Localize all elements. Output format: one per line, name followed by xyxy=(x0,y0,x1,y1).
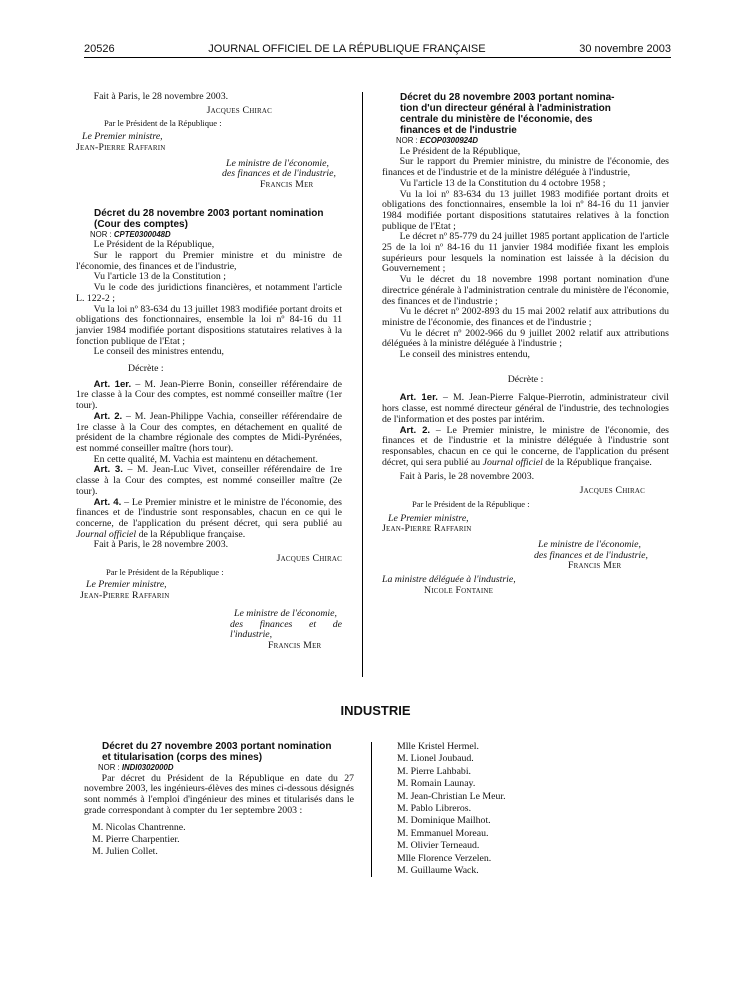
article-4 xyxy=(76,498,342,541)
decree-title-line-2: (Cour des comptes) xyxy=(94,218,188,230)
list-item: M. Lionel Joubaud. xyxy=(397,753,474,765)
minister-name: Francis Mer xyxy=(568,560,622,572)
journal-officiel-ref: Journal officiel xyxy=(482,456,543,468)
names-list-left xyxy=(92,822,354,859)
decree-title-line-4: finances et de l'industrie xyxy=(400,125,517,136)
nor-code: CPTE0300048D xyxy=(113,229,171,239)
article-text: – M. Jean-Pierre Falque-Pierrotin, administrateur civil hors classe, est nommé directeur général de l'industrie, des technologies de l'information et des postes par intérim. xyxy=(382,392,669,425)
header-rule xyxy=(84,57,671,58)
delegate-name: Nicole Fontaine xyxy=(424,584,494,596)
article-label: Art. 3. xyxy=(93,464,123,476)
decree-title-line-1: Décret du 28 novembre 2003 portant nomina- xyxy=(400,92,615,103)
article-label: Art. 2. xyxy=(399,424,431,436)
minister-title-1: Le ministre de l'économie, xyxy=(226,157,329,169)
nor-label: NOR : xyxy=(90,229,112,239)
issue-date: 30 novembre 2003 xyxy=(579,43,671,55)
names-list-right xyxy=(397,741,647,877)
journal-title: JOURNAL OFFICIEL DE LA RÉPUBLIQUE FRANÇAISE xyxy=(208,43,486,55)
list-item: M. Jean-Christian Le Meur. xyxy=(397,790,506,802)
pm-name: Jean-Pierre Raffarin xyxy=(80,590,170,602)
page-number: 20526 xyxy=(84,43,115,55)
left-column xyxy=(76,92,342,652)
decree-title-line-1: Décret du 28 novembre 2003 portant nomination xyxy=(94,207,324,219)
paragraph: Le décret nº 85-779 du 24 juillet 1985 portant application de l'article 25 de la loi nº 84-16 du 11 janvier 1984 modifiée fixant les emplois supérieurs pour lesquels la nomination est laissée à la décision du Gouvernement ; xyxy=(382,231,669,275)
list-item: Mlle Florence Verzelen. xyxy=(397,852,492,864)
article-label: Art. 1er. xyxy=(93,378,132,390)
article-text: – M. Jean-Luc Vivet, conseiller référendaire de 1re classe à la Cour des comptes, est nommé conseiller maître (2e tour). xyxy=(76,464,342,497)
article-label: Art. 1er. xyxy=(399,392,438,404)
article-1 xyxy=(76,380,342,412)
nor-label: NOR : xyxy=(98,763,120,772)
article-text: – M. Jean-Philippe Vachia, conseiller référendaire de 1re classe à la Cour des comptes, en détachement en qualité de président de la chambre régionale des comptes de Midi-Pyrénées, est nommé conseiller maître (hors tour). xyxy=(76,410,342,454)
paragraph: Vu l'article 13 de la Constitution ; xyxy=(93,271,226,283)
minister-title-2: des finances et de l'industrie, xyxy=(222,168,336,180)
list-item: M. Romain Launay. xyxy=(397,778,476,790)
paragraph: Vu le code des juridictions financières, et notamment l'article L. 122-2 ; xyxy=(76,282,342,304)
list-item: Mlle Kristel Hermel. xyxy=(397,741,479,752)
decree-title-line-2: tion d'un directeur général à l'administration xyxy=(400,103,611,114)
list-item: M. Guillaume Wack. xyxy=(397,865,479,877)
decree-corps-des-mines xyxy=(84,741,354,859)
decrete: Décrète : xyxy=(128,363,164,375)
fait-line: Fait à Paris, le 28 novembre 2003. xyxy=(399,471,535,483)
fait-line: Fait à Paris, le 28 novembre 2003. xyxy=(93,91,229,102)
paragraph: Par décret du Président de la République en date du 27 novembre 2003, les ingénieurs-élèves des mines ci-dessous désignés sont nommés à l'emploi d'ingénieur des mines et titularisés dans le grade correspondant à compter du 1er septembre 2003 : xyxy=(84,772,354,816)
list-item: M. Pierre Lahbabi. xyxy=(397,765,471,777)
article-1 xyxy=(382,393,669,425)
list-item: M. Nicolas Chantrenne. xyxy=(92,821,186,833)
paragraph: Vu la loi nº 83-634 du 13 juillet 1983 modifiée portant droits et obligations des fonctionnaires, ensemble la loi nº 84-16 du 11 janvier 1984 modifiée portant dispositions statutaires relatives à la fonction publique de l'Etat ; xyxy=(76,303,342,347)
paragraph: Vu le décret nº 2002-893 du 15 mai 2002 relatif aux attributions du ministre de l'économie, des finances et de l'industrie ; xyxy=(382,306,669,328)
article-2 xyxy=(382,426,669,469)
par-le-president: Par le Président de la République : xyxy=(106,566,224,577)
paragraph: Sur le rapport du Premier ministre et du ministre de l'économie, des finances et de l'industrie, xyxy=(76,250,342,272)
right-column xyxy=(382,92,669,596)
signer-president: Jacques Chirac xyxy=(579,485,645,497)
minister-signature xyxy=(230,607,342,652)
nor-code: INDI0302000D xyxy=(121,763,174,772)
page-header xyxy=(84,41,671,57)
paragraph: Le conseil des ministres entendu, xyxy=(399,349,530,361)
pm-title: Le Premier ministre, xyxy=(388,512,469,524)
paragraph: Vu la loi nº 83-634 du 13 juillet 1983 modifiée portant droits et obligations des fonctionnaires, ensemble la loi nº 84-16 du 11 janvier 1984 modifiée portant dispositions statutaires relatives à la fonction publique de l'Etat ; xyxy=(382,188,669,232)
list-item: M. Pablo Libreros. xyxy=(397,803,472,815)
minister-signature xyxy=(222,157,342,191)
paragraph: Vu l'article 13 de la Constitution du 4 octobre 1958 ; xyxy=(399,177,606,189)
par-le-president: Par le Président de la République : xyxy=(412,498,530,509)
delegate-title: La ministre déléguée à l'industrie, xyxy=(382,574,516,586)
list-item: M. Olivier Terneaud. xyxy=(397,840,480,852)
minister-title-2: des finances et de l'industrie, xyxy=(534,549,648,561)
pm-title: Le Premier ministre, xyxy=(86,579,167,591)
article-3 xyxy=(76,465,342,497)
minister-name: Francis Mer xyxy=(268,639,322,651)
article-text: de la République française. xyxy=(136,528,246,540)
article-text: – M. Jean-Pierre Bonin, conseiller référendaire de 1re classe à la Cour des comptes, est nommé conseiller maître (1er tour). xyxy=(76,378,342,412)
minister-signature xyxy=(534,538,669,572)
paragraph: Sur le rapport du Premier ministre, du ministre de l'économie, des finances et de l'industrie et de la ministre déléguée à l'industrie, xyxy=(382,156,669,179)
paragraph: En cette qualité, M. Vachia est maintenu en détachement. xyxy=(93,453,318,465)
decree-title-line-2: et titularisation (corps des mines) xyxy=(102,752,263,763)
list-item: M. Emmanuel Moreau. xyxy=(397,827,489,839)
article-label: Art. 4. xyxy=(93,496,122,508)
minister-name: Francis Mer xyxy=(260,178,314,190)
column-divider xyxy=(362,92,363,677)
decree-title-line-1: Décret du 27 novembre 2003 portant nomination xyxy=(102,741,332,752)
signer-president: Jacques Chirac xyxy=(206,104,272,116)
article-text: – Le Premier ministre et le ministre de l'économie, des finances et de l'industrie sont responsables, chacun en ce qui le concerne, de l'application du présent décret, qui sera publié au xyxy=(76,496,342,529)
pm-name: Jean-Pierre Raffarin xyxy=(382,523,472,535)
list-item: M. Dominique Mailhot. xyxy=(397,815,491,827)
pm-name: Jean-Pierre Raffarin xyxy=(76,141,166,153)
paragraph: Vu le décret nº 2002-966 du 9 juillet 2002 relatif aux attributions déléguées à la ministre déléguée à l'industrie ; xyxy=(382,327,669,350)
signer-president: Jacques Chirac xyxy=(276,553,342,565)
list-item: M. Pierre Charpentier. xyxy=(92,833,180,845)
nor-label: NOR : xyxy=(396,136,418,145)
column-divider xyxy=(371,742,372,877)
paragraph: Vu le décret du 18 novembre 1998 portant nomination d'une directrice générale à l'administration centrale du ministère de l'économie, des finances et de l'industrie ; xyxy=(382,274,669,307)
section-title-industrie: INDUSTRIE xyxy=(340,703,411,718)
paragraph: Le Président de la République, xyxy=(399,145,521,157)
minister-title-1: Le ministre de l'économie, xyxy=(234,607,337,619)
decree-title-line-3: centrale du ministère de l'économie, des xyxy=(400,114,593,125)
article-2 xyxy=(76,412,342,455)
fait-line: Fait à Paris, le 28 novembre 2003. xyxy=(93,539,229,551)
journal-officiel-ref: Journal officiel xyxy=(76,528,137,540)
minister-title-2: des finances et de l'industrie, xyxy=(230,618,342,641)
paragraph: Le Président de la République, xyxy=(93,239,215,251)
article-label: Art. 2. xyxy=(93,410,123,422)
pm-title: Le Premier ministre, xyxy=(82,131,163,143)
decrete: Décrète : xyxy=(507,373,544,385)
decree-cour-des-comptes xyxy=(76,208,342,652)
article-text: de la République française. xyxy=(542,456,652,468)
nor-code: ECOP0300924D xyxy=(419,136,478,145)
minister-title-1: Le ministre de l'économie, xyxy=(538,538,641,550)
par-le-president: Par le Président de la République : xyxy=(104,118,222,129)
article-text: – Le Premier ministre, le ministre de l'économie, des finances et de l'industrie et la ministre déléguée à l'industrie sont responsables, chacun en ce qui le concerne, de l'application du présent décret, qui sera publié au xyxy=(382,424,669,468)
list-item: M. Julien Collet. xyxy=(92,846,158,858)
paragraph: Le conseil des ministres entendu, xyxy=(93,346,224,358)
